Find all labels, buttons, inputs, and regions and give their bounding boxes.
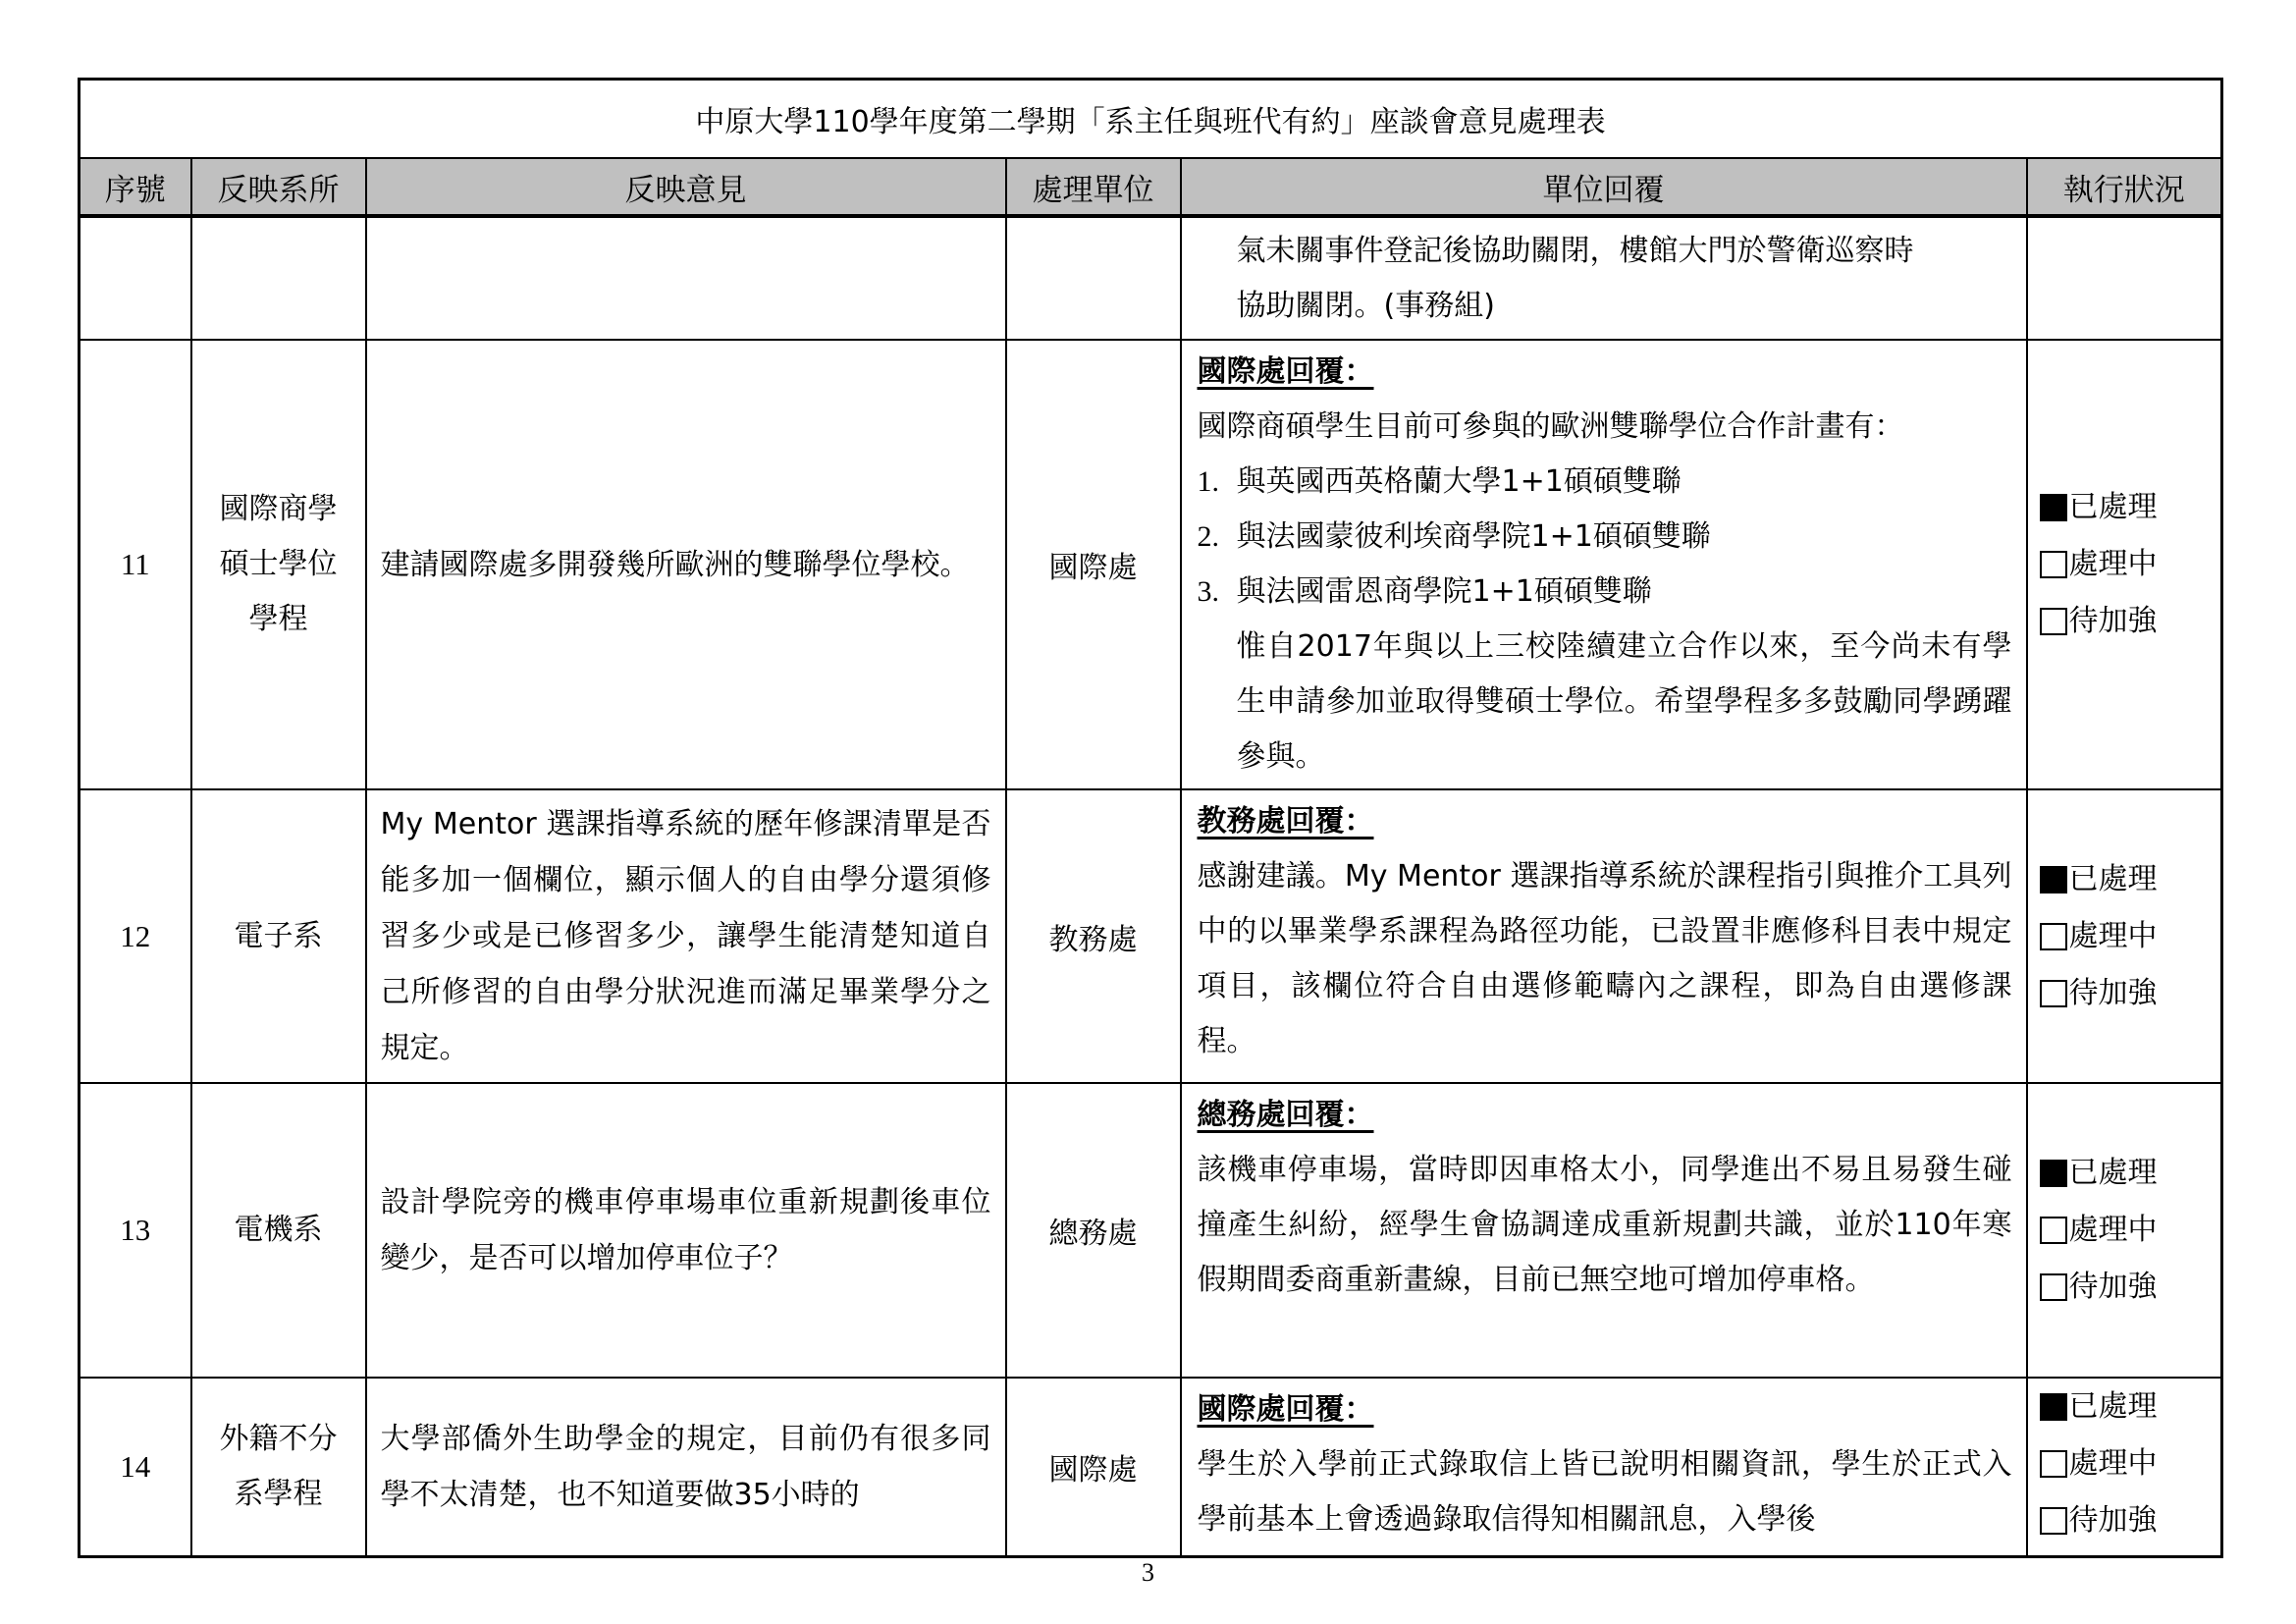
cell-unit: 國際處 [1006, 1378, 1181, 1557]
reply-line: 協助關閉。(事務組) [1236, 288, 1495, 323]
cell-unit: 總務處 [1006, 1083, 1181, 1378]
opinion-table [78, 78, 2223, 1558]
dept-line: 碩士學位 [219, 547, 338, 581]
cell-opinion: 大學部僑外生助學金的規定，目前仍有很多同學不太清楚，也不知道要做35小時的 [366, 1378, 1006, 1557]
dept-line: 電機系 [234, 1213, 323, 1247]
cell-unit: 國際處 [1006, 340, 1181, 789]
list-number: 1. [1197, 465, 1219, 498]
dept-line: 電子系 [234, 918, 323, 953]
status-label: 處理中 [2068, 1446, 2158, 1481]
table-row [80, 340, 2222, 789]
reply-heading: 總務處回覆： [1197, 1098, 1374, 1132]
table-header-row [80, 158, 2222, 216]
reply-body: 該機車停車場，當時即因車格太小，同學進出不易且易發生碰撞產生糾紛，經學生會協調達成重新規劃共識，並於110年寒假期間委商重新畫線，目前已無空地可增加停車格。 [1197, 1153, 2012, 1297]
status-option-in-progress[interactable] [2040, 1435, 2221, 1492]
col-header-opinion: 反映意見 [366, 158, 1006, 216]
table-row-continuation [80, 216, 2222, 340]
page-number: 3 [1142, 1558, 1154, 1587]
checkbox-empty-icon [2040, 551, 2067, 578]
status-option-done[interactable] [2040, 479, 2221, 536]
table-row [80, 1378, 2222, 1557]
status-label: 處理中 [2068, 1213, 2158, 1247]
reply-list-item [1198, 455, 2012, 510]
reply-heading: 教務處回覆： [1197, 804, 1374, 839]
checkbox-empty-icon [2040, 980, 2067, 1007]
status-option-done[interactable] [2040, 1145, 2221, 1202]
cell-status [2027, 1083, 2222, 1378]
status-label: 處理中 [2068, 547, 2158, 581]
reply-list-item [1198, 565, 2012, 620]
list-number: 3. [1197, 575, 1219, 608]
cell-opinion: 設計學院旁的機車停車場車位重新規劃後車位變少，是否可以增加停車位子？ [366, 1083, 1006, 1378]
checkbox-checked-icon [2040, 1393, 2067, 1421]
cell-status [2027, 216, 2222, 340]
cell-reply [1181, 1378, 2027, 1557]
status-label: 待加強 [2068, 975, 2158, 1010]
status-label: 已處理 [2068, 861, 2158, 896]
status-option-done[interactable] [2040, 851, 2221, 908]
reply-body: 學生於入學前正式錄取信上皆已說明相關資訊，學生於正式入學前基本上會透過錄取信得知相關訊息，入學後 [1197, 1447, 2012, 1537]
status-option-needs-improvement[interactable] [2040, 1259, 2221, 1316]
status-option-needs-improvement[interactable] [2040, 965, 2221, 1022]
checkbox-empty-icon [2040, 1507, 2067, 1535]
col-header-no: 序號 [80, 158, 191, 216]
status-label: 處理中 [2068, 918, 2158, 953]
cell-no: 13 [80, 1083, 191, 1378]
cell-no [80, 216, 191, 340]
status-label: 待加強 [2068, 1503, 2158, 1538]
dept-line: 學程 [248, 602, 308, 636]
cell-opinion: 建請國際處多開發幾所歐洲的雙聯學位學校。 [366, 340, 1006, 789]
status-label: 已處理 [2068, 1156, 2158, 1190]
reply-list-item [1198, 510, 2012, 565]
cell-dept [191, 1083, 366, 1378]
dept-line: 系學程 [234, 1477, 323, 1511]
status-option-needs-improvement[interactable] [2040, 593, 2221, 650]
status-label: 已處理 [2068, 1389, 2158, 1424]
checkbox-empty-icon [2040, 1450, 2067, 1478]
cell-status [2027, 340, 2222, 789]
cell-status [2027, 789, 2222, 1083]
table-row [80, 789, 2222, 1083]
col-header-dept: 反映系所 [191, 158, 366, 216]
cell-reply [1181, 1083, 2027, 1378]
col-header-unit: 處理單位 [1006, 158, 1181, 216]
document-title: 中原大學110學年度第二學期「系主任與班代有約」座談會意見處理表 [80, 80, 2222, 159]
cell-opinion: My Mentor 選課指導系統的歷年修課清單是否能多加一個欄位，顯示個人的自由學分還須修習多少或是已修習多少，讓學生能清楚知道自己所修習的自由學分狀況進而滿足畢業學分之規定。 [366, 789, 1006, 1083]
checkbox-checked-icon [2040, 494, 2067, 521]
col-header-status: 執行狀況 [2027, 158, 2222, 216]
cell-opinion [366, 216, 1006, 340]
status-option-done[interactable] [2040, 1379, 2221, 1435]
reply-body: 感謝建議。My Mentor 選課指導系統於課程指引與推介工具列中的以畢業學系課程為路徑功能，已設置非應修科目表中規定項目，該欄位符合自由選修範疇內之課程，即為自由選修課程。 [1197, 859, 2012, 1058]
checkbox-empty-icon [2040, 1273, 2067, 1301]
checkbox-empty-icon [2040, 1217, 2067, 1244]
cell-no: 12 [80, 789, 191, 1083]
cell-no: 14 [80, 1378, 191, 1557]
dept-line: 國際商學 [219, 492, 338, 526]
reply-heading: 國際處回覆： [1197, 1392, 1374, 1427]
cell-reply [1181, 789, 2027, 1083]
reply-tail: 惟自2017年與以上三校陸續建立合作以來，至今尚未有學生申請參加並取得雙碩士學位。希望學程多多鼓勵同學踴躍參與。 [1236, 629, 2012, 774]
cell-dept [191, 1378, 366, 1557]
col-header-reply: 單位回覆 [1181, 158, 2027, 216]
cell-unit: 教務處 [1006, 789, 1181, 1083]
table-row [80, 1083, 2222, 1378]
cell-unit [1006, 216, 1181, 340]
reply-heading: 國際處回覆： [1197, 354, 1374, 389]
status-label: 已處理 [2068, 490, 2158, 524]
status-option-in-progress[interactable] [2040, 908, 2221, 965]
dept-line: 外籍不分 [219, 1422, 338, 1456]
checkbox-empty-icon [2040, 608, 2067, 635]
reply-line: 氣未關事件登記後協助關閉，樓館大門於警衛巡察時 [1236, 233, 1914, 268]
status-label: 待加強 [2068, 1270, 2158, 1304]
status-label: 待加強 [2068, 604, 2158, 638]
list-number: 2. [1197, 520, 1219, 553]
reply-intro: 國際商碩學生目前可參與的歐洲雙聯學位合作計畫有： [1197, 409, 1904, 444]
cell-status [2027, 1378, 2222, 1557]
cell-no: 11 [80, 340, 191, 789]
cell-dept [191, 340, 366, 789]
status-option-in-progress[interactable] [2040, 1202, 2221, 1259]
status-option-needs-improvement[interactable] [2040, 1492, 2221, 1549]
checkbox-checked-icon [2040, 1160, 2067, 1187]
cell-reply [1181, 340, 2027, 789]
checkbox-checked-icon [2040, 866, 2067, 893]
list-text: 與英國西英格蘭大學1+1碩碩雙聯 [1236, 464, 1682, 499]
cell-dept [191, 216, 366, 340]
cell-reply [1181, 216, 2027, 340]
checkbox-empty-icon [2040, 923, 2067, 950]
status-option-in-progress[interactable] [2040, 536, 2221, 593]
list-text: 與法國雷恩商學院1+1碩碩雙聯 [1236, 574, 1652, 609]
list-text: 與法國蒙彼利埃商學院1+1碩碩雙聯 [1236, 519, 1711, 554]
cell-dept [191, 789, 366, 1083]
